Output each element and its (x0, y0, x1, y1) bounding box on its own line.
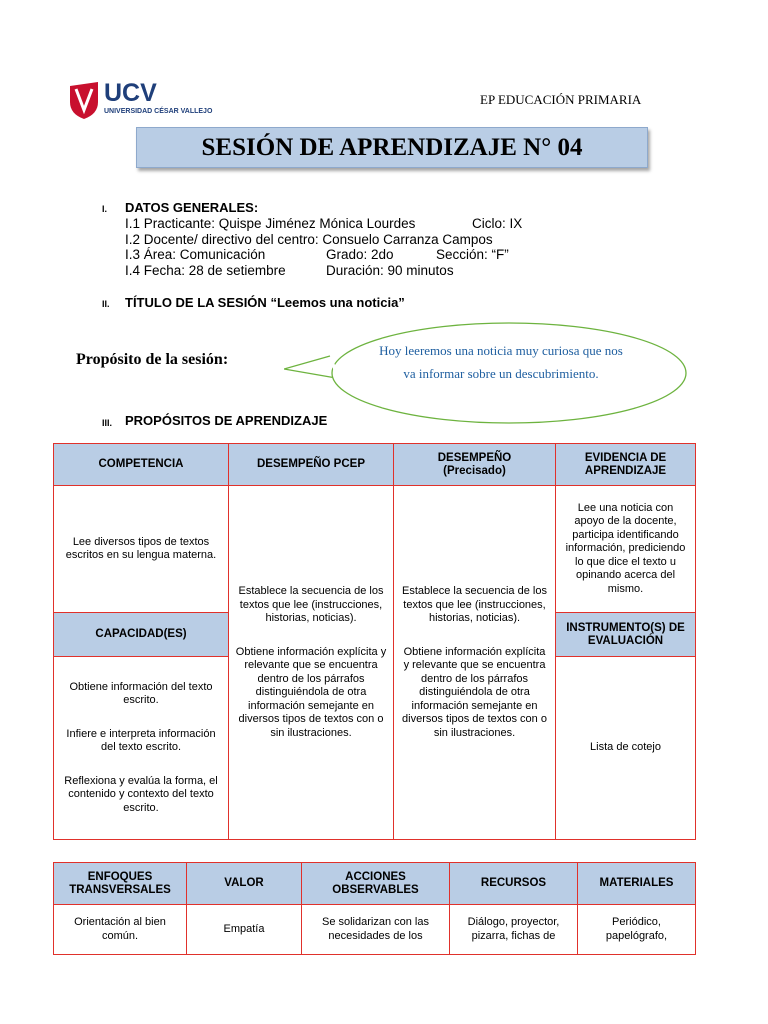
fecha-line: I.4 Fecha: 28 de setiembre (125, 263, 286, 278)
header-desempeno-pcep: DESEMPEÑO PCEP (229, 444, 394, 486)
header-competencia: COMPETENCIA (54, 444, 229, 486)
capacidades-cell (54, 657, 229, 840)
ucv-logo-shield-icon (68, 80, 100, 120)
titulo-value: “Leemos una noticia” (270, 295, 405, 310)
desempeno-pcep-cell (229, 486, 394, 840)
valor-cell: Empatía (187, 905, 302, 955)
acciones-cell: Se solidarizan con las necesidades de los (302, 905, 450, 955)
docente-line: I.2 Docente/ directivo del centro: Consuelo Carranza Campos (125, 232, 493, 247)
section-number-2: II. (102, 299, 110, 309)
enfoque-cell: Orientación al bien común. (54, 905, 187, 955)
session-title-line (125, 295, 405, 310)
capacidad-1: Obtiene información del texto escrito. (69, 680, 213, 707)
precisado-text-1: Establece la secuencia de los textos que lee (instrucciones, historias, noticias). (402, 585, 547, 624)
evidencia-cell: Lee una noticia con apoyo de la docente, participa identificando información, prediciendo lo que dice el texto u opinando acerca del mismo. (556, 486, 696, 613)
recursos-cell: Diálogo, proyector, pizarra, fichas de (450, 905, 578, 955)
pcep-text-2: Obtiene información explícita y relevante que se encuentra dentro de los párrafos distinguiéndola de otra información semejante en diversos tipos de textos con o sin ilustraciones. (235, 645, 387, 739)
capacidad-2: Infiere e interpreta información del texto escrito. (66, 727, 216, 754)
header-materiales: MATERIALES (578, 863, 696, 905)
pcep-text-1: Establece la secuencia de los textos que lee (instrucciones, historias, noticias). (238, 585, 384, 624)
department-label: EP EDUCACIÓN PRIMARIA (480, 92, 642, 107)
learning-purposes-table (53, 443, 696, 840)
area-line: I.3 Área: Comunicación (125, 247, 266, 262)
header-capacidades: CAPACIDAD(ES) (54, 613, 229, 657)
section-number-3: III. (102, 418, 113, 428)
desempeno-precisado-cell (394, 486, 556, 840)
header-desempeno-label: DESEMPEÑO (437, 451, 512, 464)
precisado-text-2: Obtiene información explícita y relevante que se encuentra dentro de los párrafos distinguiéndola de otra información semejante en diversos tipos de textos con o sin ilustraciones. (402, 645, 547, 739)
datos-generales-title: DATOS GENERALES: (125, 200, 259, 215)
competencia-cell: Lee diversos tipos de textos escritos en su lengua materna. (54, 486, 229, 613)
seccion-line: Sección: “F” (436, 247, 509, 262)
ciclo-line: Ciclo: IX (472, 216, 523, 231)
header-recursos: RECURSOS (450, 863, 578, 905)
header-enfoques: ENFOQUES TRANSVERSALES (54, 863, 187, 905)
header-valor: VALOR (187, 863, 302, 905)
header-desempeno-precisado (394, 444, 556, 486)
header-instrumento: INSTRUMENTO(S) DE EVALUACIÓN (556, 613, 696, 657)
instrumento-cell: Lista de cotejo (556, 657, 696, 840)
grado-line: Grado: 2do (326, 247, 394, 262)
ucv-logo-text: UCV (104, 79, 157, 107)
section-number-1: I. (102, 204, 108, 214)
header-precisado-label: (Precisado) (443, 464, 506, 477)
session-title: SESIÓN DE APRENDIZAJE N° 04 (201, 133, 583, 161)
capacidad-3: Reflexiona y evalúa la forma, el contenido y contexto del texto escrito. (64, 774, 218, 814)
titulo-label: TÍTULO DE LA SESIÓN (125, 295, 267, 310)
propositos-title: PROPÓSITOS DE APRENDIZAJE (125, 413, 328, 428)
practicante-line: I.1 Practicante: Quispe Jiménez Mónica Lourdes (125, 216, 416, 231)
ucv-logo-subtext: UNIVERSIDAD CÉSAR VALLEJO (104, 108, 213, 115)
duracion-line: Duración: 90 minutos (326, 263, 454, 278)
purpose-label: Propósito de la sesión: (76, 351, 229, 368)
purpose-text: Hoy leeremos una noticia muy curiosa que nos va informar sobre un descubrimiento. (379, 343, 623, 381)
transversal-approaches-table (53, 862, 696, 955)
header-evidencia: EVIDENCIA DE APRENDIZAJE (556, 444, 696, 486)
materiales-cell: Periódico, papelógrafo, (578, 905, 696, 955)
header-acciones: ACCIONES OBSERVABLES (302, 863, 450, 905)
session-title-box (136, 127, 648, 168)
